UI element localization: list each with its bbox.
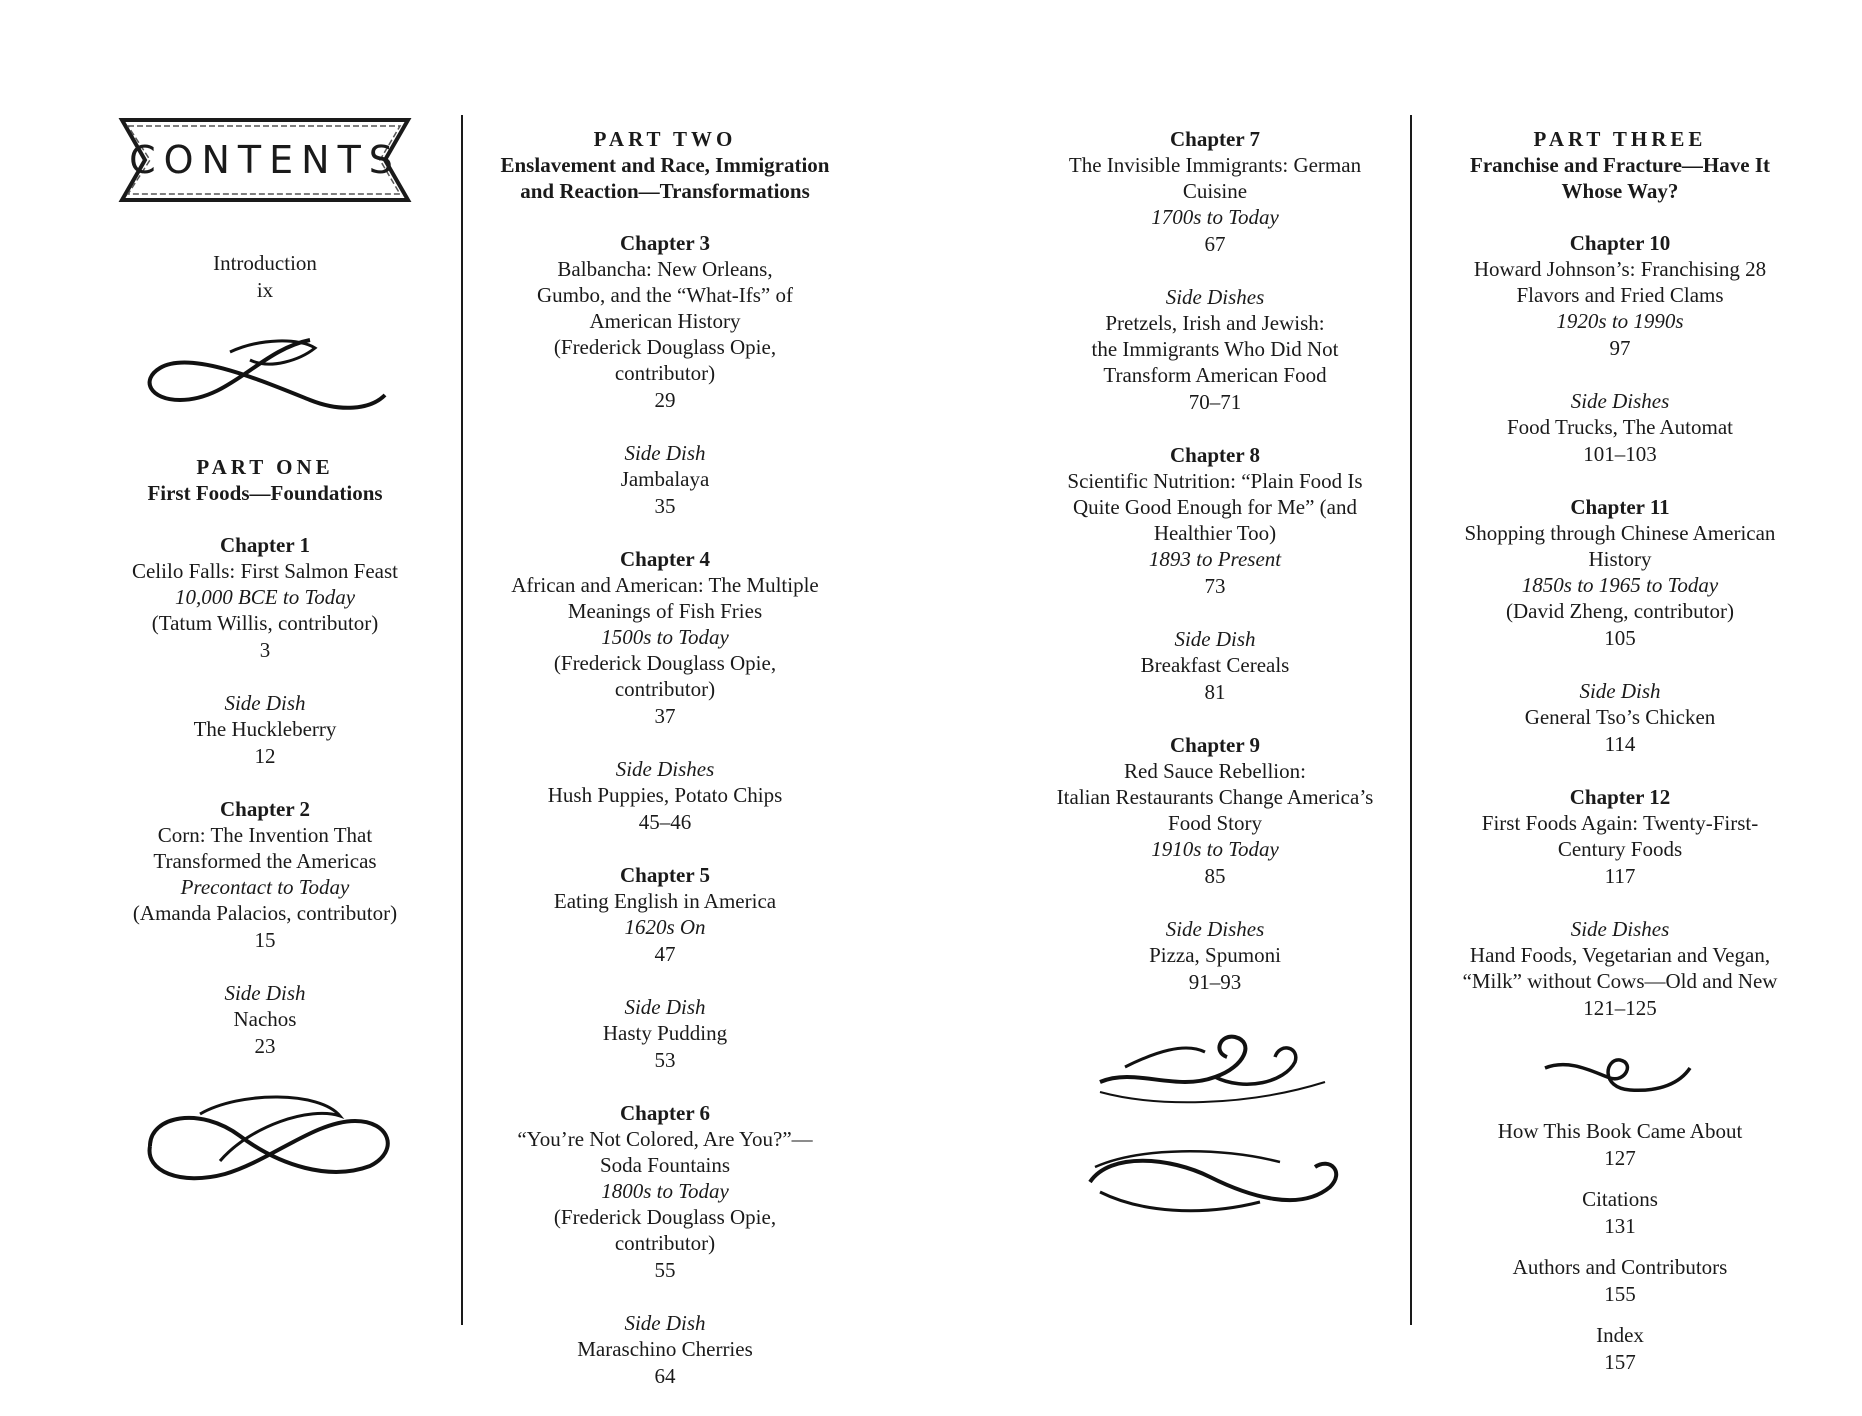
toc-entry-side-dish[interactable] xyxy=(480,1310,850,1390)
toc-entry-chapter-6[interactable] xyxy=(480,1100,850,1284)
toc-entry-chapter-4[interactable] xyxy=(480,546,850,730)
chapter-dates: Precontact to Today xyxy=(180,875,350,899)
chapter-title: Transformed the Americas xyxy=(153,849,377,873)
side-dish-label: Side Dish xyxy=(224,981,306,1005)
side-dish-label: Side Dishes xyxy=(1165,917,1265,941)
toc-entry-authors-and-contributors[interactable] xyxy=(1435,1254,1805,1308)
toc-entry-citations[interactable] xyxy=(1435,1186,1805,1240)
page-number: 12 xyxy=(254,744,276,768)
side-dish-label: Side Dishes xyxy=(1570,917,1670,941)
toc-entry-side-dish[interactable] xyxy=(100,980,430,1060)
side-dish-title: Hand Foods, Vegetarian and Vegan, xyxy=(1469,943,1771,967)
part-subtitle: Enslavement and Race, Immigration xyxy=(500,153,830,177)
chapter-title: Cuisine xyxy=(1182,179,1248,203)
side-dish-label: Side Dish xyxy=(1174,627,1256,651)
contents-column-2 xyxy=(480,126,850,1416)
side-dish-title: General Tso’s Chicken xyxy=(1524,705,1716,729)
side-dish-title: Breakfast Cereals xyxy=(1140,653,1290,677)
chapter-title: Shopping through Chinese American xyxy=(1464,521,1776,545)
side-dish-title: Pizza, Spumoni xyxy=(1149,943,1281,967)
chapter-contributor: contributor) xyxy=(614,1231,716,1255)
contents-banner xyxy=(110,110,420,210)
chapter-label: Chapter 12 xyxy=(1569,785,1671,809)
chapter-dates: 10,000 BCE to Today xyxy=(174,585,356,609)
chapter-label: Chapter 10 xyxy=(1569,231,1671,255)
chapter-title: Red Sauce Rebellion: xyxy=(1124,759,1306,783)
page-number: ix xyxy=(256,278,274,302)
page-number: 35 xyxy=(654,494,676,518)
page-number: 121–125 xyxy=(1583,996,1657,1020)
entry-title: How This Book Came About xyxy=(1497,1119,1743,1143)
page-number: 53 xyxy=(654,1048,676,1072)
side-dish-label: Side Dish xyxy=(224,691,306,715)
side-dish-title: Maraschino Cherries xyxy=(577,1337,753,1361)
chapter-dates: 1500s to Today xyxy=(601,625,729,649)
column-divider xyxy=(461,115,463,1325)
chapter-title: American History xyxy=(589,309,741,333)
chapter-dates: 1910s to Today xyxy=(1151,837,1279,861)
toc-entry-side-dish[interactable] xyxy=(1435,916,1805,1022)
chapter-title: African and American: The Multiple xyxy=(511,573,819,597)
toc-entry-chapter-9[interactable] xyxy=(1030,732,1400,890)
flourish-ornament xyxy=(130,1086,400,1196)
toc-entry-chapter-8[interactable] xyxy=(1030,442,1400,600)
chapter-title: Century Foods xyxy=(1557,837,1683,861)
page-number: 117 xyxy=(1604,864,1636,888)
side-dish-label: Side Dish xyxy=(624,1311,706,1335)
chapter-title: Italian Restaurants Change America’s xyxy=(1056,785,1374,809)
chapter-title: Scientific Nutrition: “Plain Food Is xyxy=(1067,469,1363,493)
page-number: 55 xyxy=(654,1258,676,1282)
side-dish-label: Side Dishes xyxy=(1165,285,1265,309)
page-number: 15 xyxy=(254,928,276,952)
page-number: 101–103 xyxy=(1583,442,1657,466)
chapter-contributor: (David Zheng, contributor) xyxy=(1505,599,1735,623)
toc-entry-chapter-12[interactable] xyxy=(1435,784,1805,890)
chapter-title: The Invisible Immigrants: German xyxy=(1068,153,1362,177)
page-number: 37 xyxy=(654,704,676,728)
chapter-title: Healthier Too) xyxy=(1153,521,1277,545)
flourish-ornament xyxy=(140,330,390,420)
toc-entry-side-dish[interactable] xyxy=(1435,388,1805,468)
toc-entry-side-dish[interactable] xyxy=(100,690,430,770)
entry-title: Authors and Contributors xyxy=(1512,1255,1728,1279)
side-dish-title: Food Trucks, The Automat xyxy=(1507,415,1733,439)
toc-entry-introduction[interactable] xyxy=(100,250,430,304)
chapter-contributor: (Tatum Willis, contributor) xyxy=(151,611,379,635)
part-one-header xyxy=(100,454,430,506)
toc-entry-chapter-11[interactable] xyxy=(1435,494,1805,652)
toc-entry-chapter-5[interactable] xyxy=(480,862,850,968)
part-subtitle: Franchise and Fracture—Have It xyxy=(1470,153,1770,177)
toc-entry-side-dish[interactable] xyxy=(480,994,850,1074)
part-subtitle: and Reaction—Transformations xyxy=(520,179,810,203)
chapter-contributor: (Frederick Douglass Opie, xyxy=(553,651,777,675)
chapter-dates: 1700s to Today xyxy=(1151,205,1279,229)
part-subtitle: First Foods—Foundations xyxy=(147,481,383,505)
chapter-label: Chapter 4 xyxy=(619,547,711,571)
page-number: 3 xyxy=(259,638,271,662)
contents-column-4 xyxy=(1435,126,1805,1376)
side-dish-title: the Immigrants Who Did Not xyxy=(1091,337,1339,361)
toc-entry-chapter-10[interactable] xyxy=(1435,230,1805,362)
page-number: 23 xyxy=(254,1034,276,1058)
chapter-title: First Foods Again: Twenty-First- xyxy=(1481,811,1759,835)
side-dish-title: Nachos xyxy=(233,1007,297,1031)
flourish-ornament xyxy=(1095,1022,1335,1122)
side-dish-label: Side Dish xyxy=(1579,679,1661,703)
page-number: 114 xyxy=(1604,732,1636,756)
chapter-title: “You’re Not Colored, Are You?”— xyxy=(517,1127,813,1151)
page-number: 64 xyxy=(654,1364,676,1388)
chapter-label: Chapter 5 xyxy=(619,863,711,887)
part-label: PART ONE xyxy=(196,455,334,479)
chapter-label: Chapter 3 xyxy=(619,231,711,255)
contents-title: CONTENTS xyxy=(129,138,401,182)
chapter-label: Chapter 7 xyxy=(1169,127,1261,151)
page-number: 105 xyxy=(1604,626,1636,650)
toc-entry-chapter-7[interactable] xyxy=(1030,126,1400,258)
side-dish-label: Side Dish xyxy=(624,995,706,1019)
side-dish-title: Jambalaya xyxy=(620,467,710,491)
toc-entry-side-dish[interactable] xyxy=(1030,916,1400,996)
chapter-dates: 1850s to 1965 to Today xyxy=(1521,573,1719,597)
part-subtitle: Whose Way? xyxy=(1561,179,1679,203)
toc-entry-side-dish[interactable] xyxy=(480,440,850,520)
chapter-title: History xyxy=(1588,547,1652,571)
chapter-label: Chapter 9 xyxy=(1169,733,1261,757)
side-dish-title: Hasty Pudding xyxy=(602,1021,728,1045)
toc-entry-side-dish[interactable] xyxy=(1030,284,1400,416)
toc-entry-side-dish[interactable] xyxy=(1435,678,1805,758)
entry-title: Introduction xyxy=(213,251,317,275)
toc-entry-how-this-book-came-about[interactable] xyxy=(1435,1118,1805,1172)
chapter-contributor: (Frederick Douglass Opie, xyxy=(553,1205,777,1229)
chapter-contributor: (Amanda Palacios, contributor) xyxy=(132,901,398,925)
side-dish-label: Side Dish xyxy=(624,441,706,465)
page-number: 73 xyxy=(1204,574,1226,598)
chapter-title: Eating English in America xyxy=(553,889,777,913)
page-number: 157 xyxy=(1604,1350,1636,1374)
page-number: 85 xyxy=(1204,864,1226,888)
page-number: 70–71 xyxy=(1188,390,1242,414)
chapter-label: Chapter 6 xyxy=(619,1101,711,1125)
chapter-label: Chapter 8 xyxy=(1169,443,1261,467)
page-number: 127 xyxy=(1604,1146,1636,1170)
side-dish-label: Side Dishes xyxy=(615,757,715,781)
chapter-label: Chapter 1 xyxy=(219,533,311,557)
part-three-header xyxy=(1435,126,1805,204)
contents-column-1 xyxy=(100,110,430,1196)
page-number: 97 xyxy=(1609,336,1631,360)
side-dish-title: The Huckleberry xyxy=(193,717,337,741)
page-number: 47 xyxy=(654,942,676,966)
chapter-label: Chapter 11 xyxy=(1570,495,1670,519)
chapter-label: Chapter 2 xyxy=(219,797,311,821)
chapter-contributor: contributor) xyxy=(614,361,716,385)
page-number: 131 xyxy=(1604,1214,1636,1238)
side-dish-title: Hush Puppies, Potato Chips xyxy=(547,783,783,807)
side-dish-title: Transform American Food xyxy=(1103,363,1327,387)
page-number: 45–46 xyxy=(638,810,692,834)
chapter-title: Quite Good Enough for Me” (and xyxy=(1072,495,1357,519)
chapter-title: Corn: The Invention That xyxy=(157,823,373,847)
toc-entry-chapter-1[interactable] xyxy=(100,532,430,664)
chapter-title: Celilo Falls: First Salmon Feast xyxy=(131,559,399,583)
page-number: 91–93 xyxy=(1188,970,1242,994)
chapter-title: Meanings of Fish Fries xyxy=(567,599,763,623)
chapter-title: Food Story xyxy=(1168,811,1262,835)
side-dish-title: Pretzels, Irish and Jewish: xyxy=(1105,311,1325,335)
page-number: 81 xyxy=(1204,680,1226,704)
side-dish-title: “Milk” without Cows—Old and New xyxy=(1462,969,1778,993)
entry-title: Citations xyxy=(1582,1187,1658,1211)
chapter-dates: 1800s to Today xyxy=(601,1179,729,1203)
chapter-dates: 1893 to Present xyxy=(1148,547,1282,571)
part-label: PART TWO xyxy=(593,127,737,151)
chapter-title: Flavors and Fried Clams xyxy=(1516,283,1724,307)
toc-entry-side-dish[interactable] xyxy=(1030,626,1400,706)
chapter-title: Soda Fountains xyxy=(599,1153,731,1177)
part-two-header xyxy=(480,126,850,204)
chapter-dates: 1920s to 1990s xyxy=(1556,309,1684,333)
toc-entry-index[interactable] xyxy=(1435,1322,1805,1376)
column-divider xyxy=(1410,115,1412,1325)
toc-entry-chapter-3[interactable] xyxy=(480,230,850,414)
chapter-title: Gumbo, and the “What-Ifs” of xyxy=(537,283,793,307)
side-dish-label: Side Dishes xyxy=(1570,389,1670,413)
contents-column-3 xyxy=(1030,126,1400,1232)
part-label: PART THREE xyxy=(1533,127,1707,151)
chapter-dates: 1620s On xyxy=(624,915,706,939)
chapter-contributor: contributor) xyxy=(614,677,716,701)
entry-title: Index xyxy=(1596,1323,1644,1347)
chapter-title: Howard Johnson’s: Franchising 28 xyxy=(1473,257,1767,281)
toc-entry-side-dish[interactable] xyxy=(480,756,850,836)
page-number: 155 xyxy=(1604,1282,1636,1306)
page-number: 29 xyxy=(654,388,676,412)
page-number: 67 xyxy=(1204,232,1226,256)
chapter-contributor: (Frederick Douglass Opie, xyxy=(553,335,777,359)
flourish-ornament xyxy=(1540,1048,1700,1098)
chapter-title: Balbancha: New Orleans, xyxy=(557,257,773,281)
toc-entry-chapter-2[interactable] xyxy=(100,796,430,954)
flourish-ornament xyxy=(1080,1132,1350,1232)
